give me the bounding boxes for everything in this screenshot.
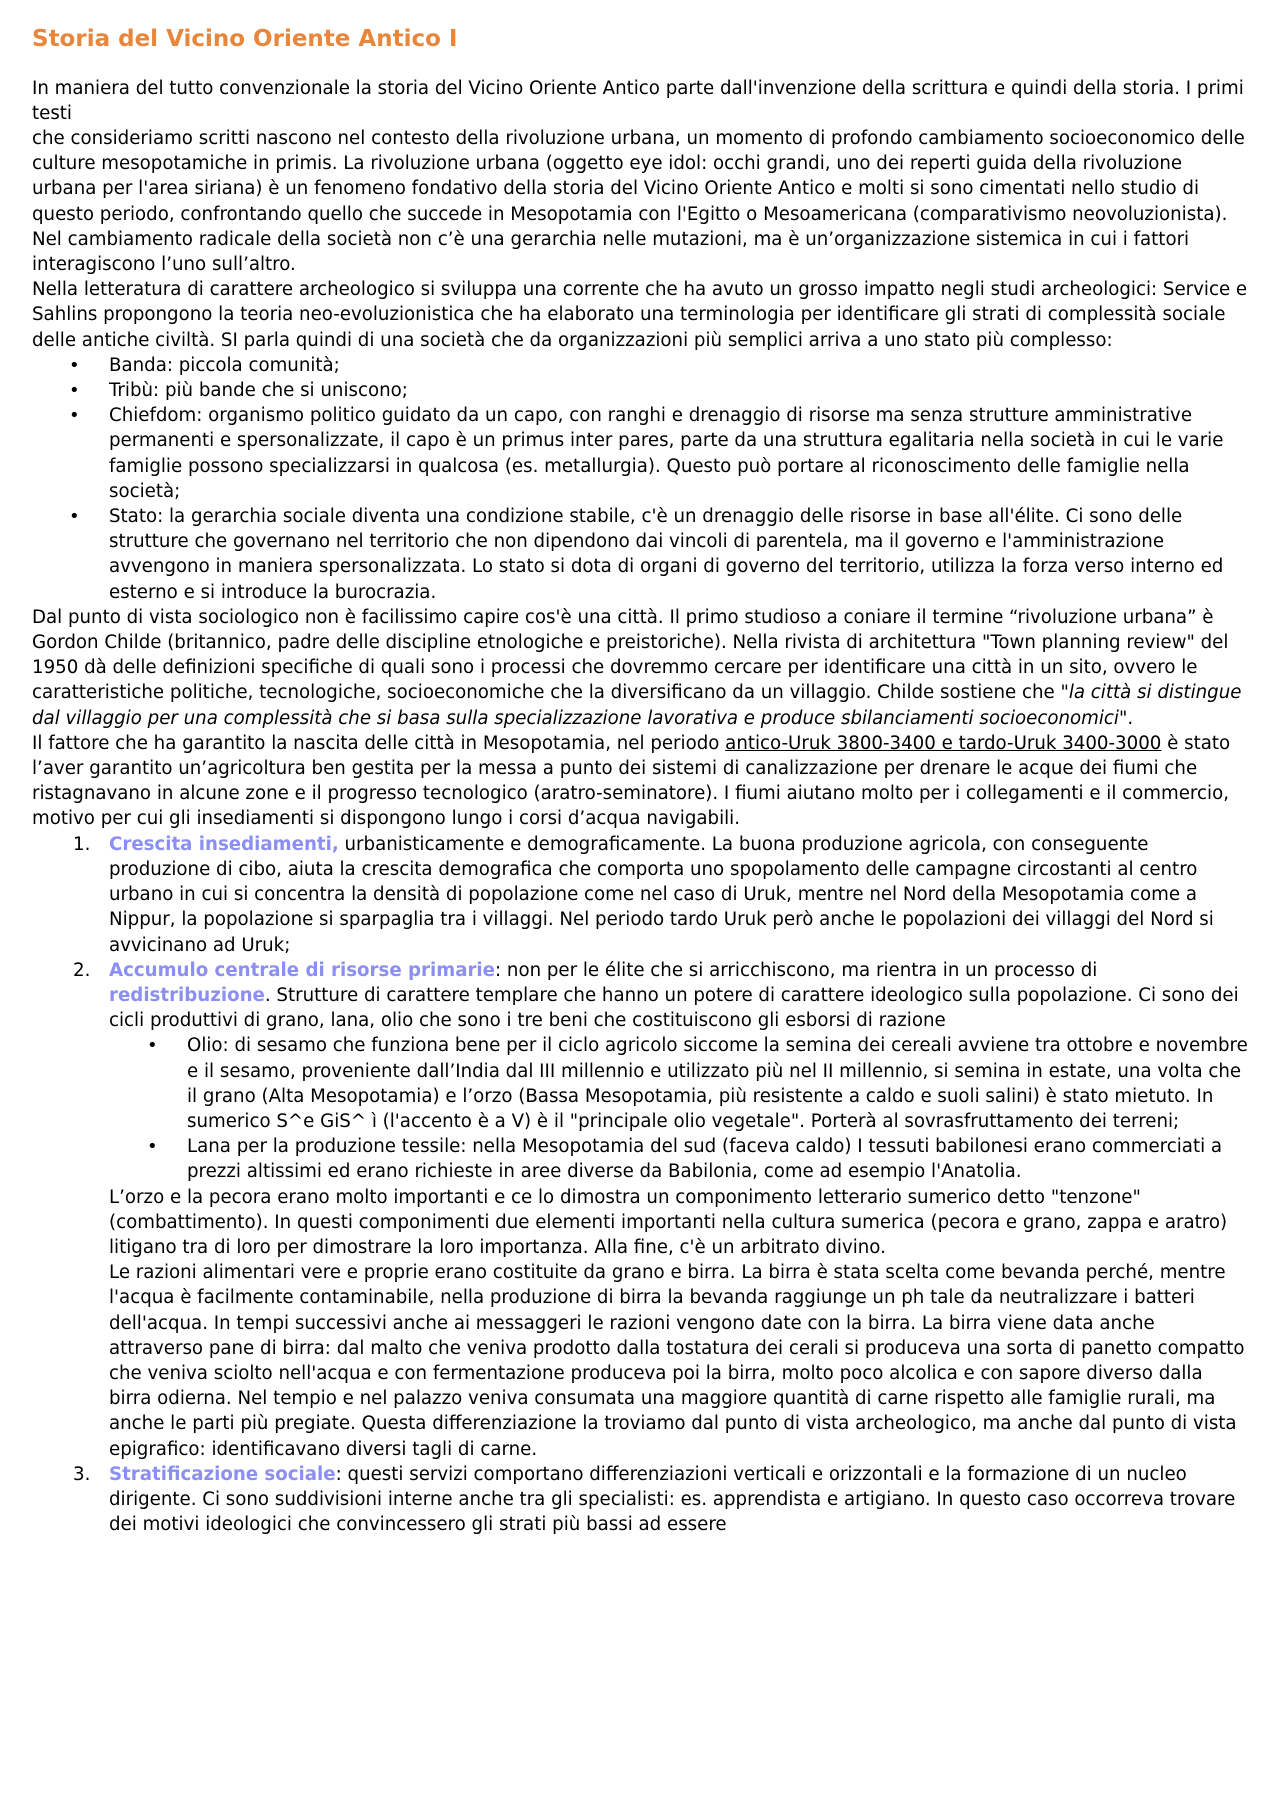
process-1-highlight: Crescita insediamenti, [109, 833, 339, 855]
process-2-highlight: Accumulo centrale di risorse primarie [109, 959, 496, 981]
process-item-3 [109, 1462, 1248, 1538]
childe-quote: la città si distingue dal villaggio per una complessità che si basa sulla specializzazione lavorativa e produce sbilanciamenti socioeconomici [32, 682, 1242, 729]
process-3-highlight: Stratificazione sociale [109, 1463, 336, 1485]
stage-item-stato: • Stato: la gerarchia sociale diventa una condizione stabile, c'è un drenaggio delle risorse in base all'élite. Ci sono delle strutture che governano nel territorio che non dipendono dai vincoli di parentela, ma il governo e l'amministrazione avvengono in maniera spersonalizzata. Lo stato si dota di organi di governo del territorio, utilizza la forza verso interno ed esterno e si introduce la burocrazia. [109, 504, 1248, 605]
resource-item-olio: • Olio: di sesamo che funziona bene per il ciclo agricolo siccome la semina dei cereali avviene tra ottobre e novembre e il sesamo, proveniente dall’India dal III millennio e utilizzato più nel II millennio, si semina in estate, una volta che il grano (Alta Mesopotamia) e l’orzo (Bassa Mesopotamia, più resistente a caldo e suoli salini) è stato mietuto. In sumerico S^e GiS^ ì (l'accento è a V) è il "principale olio vegetale". Porterà al sovrasfruttamento dei terreni; [187, 1033, 1248, 1134]
process-2-mid: : non per le élite che si arricchiscono, ma rientra in un processo di [495, 959, 1098, 981]
childe-text: Dal punto di vista sociologico non è facilissimo capire cos'è una città. Il primo studioso a coniare il termine “rivoluzione urbana” è Gordon Childe (britannico, padre delle discipline etnologiche e preistoriche). Nella rivista di architettura "Town planning review" del 1950 dà delle definizioni specifiche di quali sono i processi che dovremmo cercare per identificare una città in un sito, ovvero le caratteristiche politiche, tecnologiche, socioeconomiche che la diversificano da un villaggio. Childe sostiene che " [32, 606, 1229, 704]
intro-paragraph-1: In maniera del tutto convenzionale la storia del Vicino Oriente Antico parte dall'invenzione della scrittura e quindi della storia. I primi testi [32, 77, 1244, 124]
resources-list [109, 1033, 1248, 1184]
intro-paragraph-2: che consideriamo scritti nascono nel contesto della rivoluzione urbana, un momento di profondo cambiamento socioeconomico delle culture mesopotamiche in primis. La rivoluzione urbana (oggetto eye idol: occhi grandi, uno dei reperti guida della rivoluzione urbana per l'area siriana) è un fenomeno fondativo della storia del Vicino Oriente Antico e molti si sono cimentati nello studio di questo periodo, confrontando quello che succede in Mesopotamia con l'Egitto o Mesoamericana (comparativismo neovoluzionista). Nel cambiamento radicale della società non c’è una gerarchia nelle mutazioni, ma è un’organizzazione sistemica in cui i fattori interagiscono l’uno sull’altro. [32, 128, 1245, 276]
resource-item-lana: • Lana per la produzione tessile: nella Mesopotamia del sud (faceva caldo) I tessuti babilonesi erano commerciati a prezzi altissimi ed erano richieste in aree diverse da Babilonia, come ad esempio l'Anatolia. [187, 1134, 1248, 1184]
document-body [32, 76, 1248, 1538]
tenzone-paragraph: L’orzo e la pecora erano molto importanti e ce lo dimostra un componimento letterario sumerico detto "tenzone" (combattimento). In questi componimenti due elementi importanti nella cultura sumerica (pecora e grano, zappa e aratro) litigano tra di loro per dimostrare la loro importanza. Alla fine, c'è un arbitrato divino. [109, 1186, 1228, 1258]
social-stages-list [32, 353, 1248, 605]
process-item-1 [109, 832, 1248, 958]
process-3-text: : questi servizi comportano differenziazioni verticali e orizzontali e la formazione di un nucleo dirigente. Ci sono suddivisioni interne anche tra gli specialisti: es. apprendista e artigiano. In questo caso occorreva trovare dei motivi ideologici che convincessero gli strati più bassi ad essere [109, 1463, 1236, 1536]
process-2-highlight-redistribuzione: redistribuzione [109, 984, 265, 1006]
stage-item-banda: • Banda: piccola comunità; [109, 353, 1248, 378]
stage-item-tribu: • Tribù: più bande che si uniscono; [109, 378, 1248, 403]
document-title: Storia del Vicino Oriente Antico I [32, 26, 458, 52]
uruk-period-dates: antico-Uruk 3800-3400 e tardo-Uruk 3400-3000 [725, 732, 1162, 754]
process-item-2 [109, 958, 1248, 1462]
factor-after: è stato l’aver garantito un’agricoltura ben gestita per la messa a punto dei sistemi di canalizzazione per drenare le acque dei fiumi che ristagnavano in alcune zone e il progresso tecnologico (aratro-seminatore). I fiumi aiutano molto per i collegamenti e il commercio, motivo per cui gli insediamenti si dispongono lungo i corsi d’acqua navigabili. [32, 732, 1231, 830]
childe-paragraph [32, 605, 1248, 731]
childe-end: ". [1118, 707, 1134, 729]
stage-item-chiefdom: • Chiefdom: organismo politico guidato da un capo, con ranghi e drenaggio di risorse ma senza strutture amministrative permanenti e spersonalizzate, il capo è un primus inter pares, parte da una struttura egalitaria nella società in cui le varie famiglie possono specializzarsi in qualcosa (es. metallurgia). Questo può portare al riconoscimento delle famiglie nella società; [109, 403, 1248, 504]
factor-paragraph [32, 731, 1248, 832]
razioni-paragraph: Le razioni alimentari vere e proprie erano costituite da grano e birra. La birra è stata scelta come bevanda perché, mentre l'acqua è facilmente contaminabile, nella produzione di birra la bevanda raggiunge un ph tale da neutralizzare i batteri dell'acqua. In tempi successivi anche ai messaggeri le razioni vengono date con la birra. La birra viene data anche attraverso pane di birra: dal malto che veniva prodotto dalla tostatura dei cerali si produceva una sorta di panetto compatto che veniva sciolto nell'acqua e con fermentazione produceva poi la birra, molto poco alcolica e con sapore diverso dalla birra odierna. Nel tempio e nel palazzo veniva consumata una maggiore quantità di carne rispetto alle famiglie rurali, ma anche le parti più pregiate. Questa differenziazione la troviamo dal punto di vista archeologico, ma anche dal punto di vista epigrafico: identificavano diversi tagli di carne. [109, 1262, 1245, 1460]
urban-revolution-processes-list [32, 832, 1248, 1538]
intro-paragraph-3: Nella letteratura di carattere archeologico si sviluppa una corrente che ha avuto un grosso impatto negli studi archeologici: Service e Sahlins propongono la teoria neo-evoluzionistica che ha elaborato una terminologia per identificare gli strati di complessità sociale delle antiche civiltà. SI parla quindi di una società che da organizzazioni più semplici arriva a uno stato più complesso: [32, 279, 1248, 351]
process-1-text: urbanisticamente e demograficamente. La buona produzione agricola, con conseguente produzione di cibo, aiuta la crescita demografica che comporta uno spopolamento delle campagne circostanti al centro urbano in cui si concentra la densità di popolazione come nel caso di Uruk, mentre nel Nord della Mesopotamia come a Nippur, la popolazione si sparpaglia tra i villaggi. Nel periodo tardo Uruk però anche le popolazioni dei villaggi del Nord si avvicinano ad Uruk; [109, 833, 1214, 956]
process-2-text: . Strutture di carattere templare che hanno un potere di carattere ideologico sulla popolazione. Ci sono dei cicli produttivi di grano, lana, olio che sono i tre beni che costituiscono gli esborsi di razione [109, 984, 1239, 1032]
factor-before: Il fattore che ha garantito la nascita delle città in Mesopotamia, nel periodo [32, 732, 726, 754]
